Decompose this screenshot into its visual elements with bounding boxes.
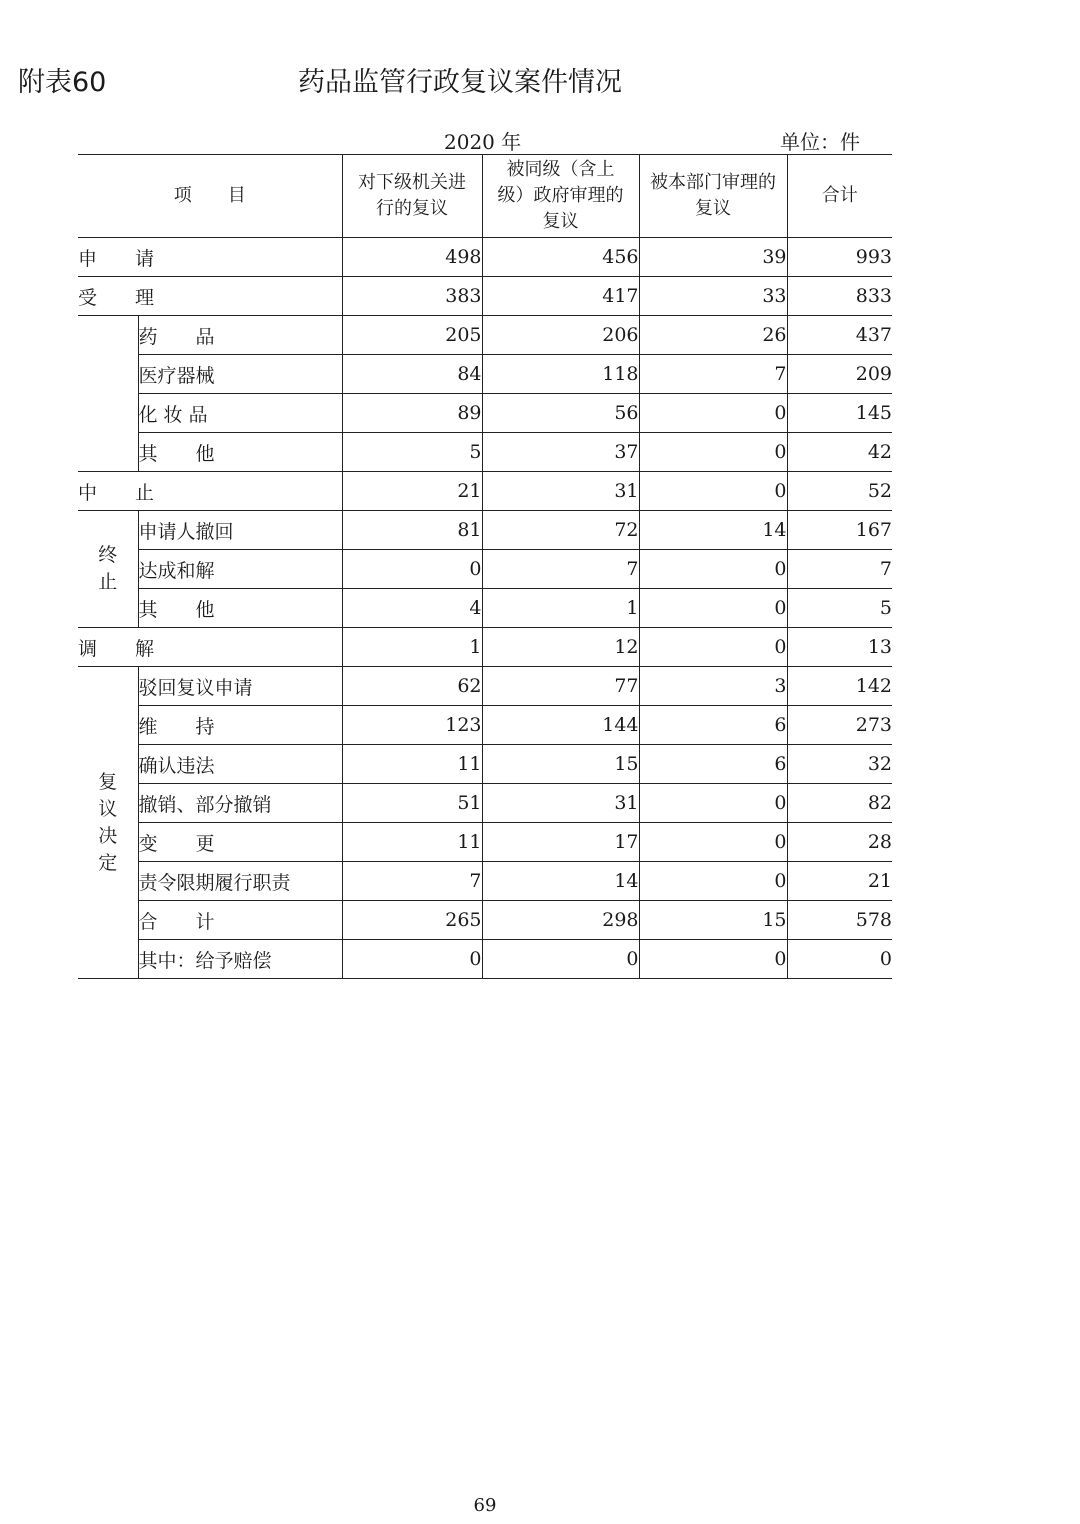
table-row <box>78 277 892 316</box>
row-label: 申 请 <box>78 238 342 277</box>
table-row <box>78 667 892 706</box>
row-label: 其 他 <box>138 433 342 472</box>
cell-value: 167 <box>787 511 892 550</box>
cell-value: 0 <box>342 550 482 589</box>
cell-value: 5 <box>787 589 892 628</box>
table-row <box>78 940 892 979</box>
cell-value: 0 <box>787 940 892 979</box>
row-label: 化 妆 品 <box>138 394 342 433</box>
cell-value: 37 <box>482 433 639 472</box>
cell-value: 0 <box>639 862 787 901</box>
table-row <box>78 433 892 472</box>
cell-value: 265 <box>342 901 482 940</box>
cell-value: 31 <box>482 472 639 511</box>
table-row <box>78 745 892 784</box>
table-row <box>78 550 892 589</box>
col-header-total: 合计 <box>787 155 892 238</box>
cell-value: 6 <box>639 706 787 745</box>
cell-value: 4 <box>342 589 482 628</box>
cell-value: 145 <box>787 394 892 433</box>
cell-value: 0 <box>639 472 787 511</box>
row-label: 其中：给予赔偿 <box>138 940 342 979</box>
cell-value: 0 <box>639 589 787 628</box>
cell-value: 51 <box>342 784 482 823</box>
table-row <box>78 394 892 433</box>
cell-value: 28 <box>787 823 892 862</box>
cell-value: 209 <box>787 355 892 394</box>
group-decision: 复议决定 <box>78 667 138 979</box>
cell-value: 118 <box>482 355 639 394</box>
cell-value: 3 <box>639 667 787 706</box>
cell-value: 5 <box>342 433 482 472</box>
cell-value: 993 <box>787 238 892 277</box>
cell-value: 42 <box>787 433 892 472</box>
col-header-government-review: 被同级（含上级）政府审理的复议 <box>482 155 639 238</box>
cell-value: 82 <box>787 784 892 823</box>
cell-value: 11 <box>342 823 482 862</box>
table-row <box>78 823 892 862</box>
unit-label: 单位：件 <box>780 130 860 154</box>
cell-value: 0 <box>639 433 787 472</box>
table-row <box>78 706 892 745</box>
cell-value: 123 <box>342 706 482 745</box>
cell-value: 298 <box>482 901 639 940</box>
cell-value: 72 <box>482 511 639 550</box>
cell-value: 0 <box>342 940 482 979</box>
cell-value: 383 <box>342 277 482 316</box>
cell-value: 52 <box>787 472 892 511</box>
cell-value: 7 <box>639 355 787 394</box>
row-label: 撤销、部分撤销 <box>138 784 342 823</box>
row-label: 受 理 <box>78 277 342 316</box>
cell-value: 89 <box>342 394 482 433</box>
row-label: 确认违法 <box>138 745 342 784</box>
cell-value: 12 <box>482 628 639 667</box>
row-label: 变 更 <box>138 823 342 862</box>
cell-value: 33 <box>639 277 787 316</box>
col-header-item: 项 目 <box>78 155 342 238</box>
group-termination: 终止 <box>78 511 138 628</box>
table-row <box>78 628 892 667</box>
cell-value: 0 <box>639 394 787 433</box>
page-title: 药品监管行政复议案件情况 <box>298 67 622 98</box>
row-label: 申请人撤回 <box>138 511 342 550</box>
cell-value: 17 <box>482 823 639 862</box>
table-row <box>78 862 892 901</box>
cell-value: 14 <box>639 511 787 550</box>
cell-value: 62 <box>342 667 482 706</box>
cell-value: 26 <box>639 316 787 355</box>
row-label: 合 计 <box>138 901 342 940</box>
cell-value: 15 <box>639 901 787 940</box>
cell-value: 1 <box>342 628 482 667</box>
table-number: 附表60 <box>18 67 107 98</box>
table-row <box>78 511 892 550</box>
cell-value: 6 <box>639 745 787 784</box>
col-header-own-review: 被本部门审理的复议 <box>639 155 787 238</box>
cell-value: 144 <box>482 706 639 745</box>
table-row <box>78 238 892 277</box>
cell-value: 417 <box>482 277 639 316</box>
cell-value: 0 <box>639 628 787 667</box>
cell-value: 7 <box>342 862 482 901</box>
table-header-row <box>78 155 892 238</box>
cell-value: 0 <box>639 550 787 589</box>
cell-value: 81 <box>342 511 482 550</box>
cell-value: 456 <box>482 238 639 277</box>
cell-value: 437 <box>787 316 892 355</box>
cell-value: 0 <box>639 940 787 979</box>
cases-table <box>78 154 892 979</box>
table-row <box>78 784 892 823</box>
year-label: 2020 年 <box>444 130 522 154</box>
table-row <box>78 316 892 355</box>
row-label: 维 持 <box>138 706 342 745</box>
cell-value: 7 <box>482 550 639 589</box>
cell-value: 21 <box>787 862 892 901</box>
row-label: 责令限期履行职责 <box>138 862 342 901</box>
table-row <box>78 472 892 511</box>
cell-value: 206 <box>482 316 639 355</box>
cell-value: 0 <box>482 940 639 979</box>
cell-value: 84 <box>342 355 482 394</box>
cell-value: 14 <box>482 862 639 901</box>
row-label: 中 止 <box>78 472 342 511</box>
cell-value: 15 <box>482 745 639 784</box>
cell-value: 32 <box>787 745 892 784</box>
table-row <box>78 589 892 628</box>
row-label: 达成和解 <box>138 550 342 589</box>
cell-value: 833 <box>787 277 892 316</box>
group-accepted-blank <box>78 316 138 472</box>
cell-value: 142 <box>787 667 892 706</box>
cell-value: 11 <box>342 745 482 784</box>
row-label: 调 解 <box>78 628 342 667</box>
cell-value: 56 <box>482 394 639 433</box>
row-label: 驳回复议申请 <box>138 667 342 706</box>
row-label: 其 他 <box>138 589 342 628</box>
cell-value: 0 <box>639 784 787 823</box>
cell-value: 39 <box>639 238 787 277</box>
cell-value: 205 <box>342 316 482 355</box>
page-number: 69 <box>473 1495 497 1516</box>
cell-value: 7 <box>787 550 892 589</box>
cell-value: 21 <box>342 472 482 511</box>
cell-value: 0 <box>639 823 787 862</box>
cell-value: 31 <box>482 784 639 823</box>
cell-value: 13 <box>787 628 892 667</box>
cell-value: 498 <box>342 238 482 277</box>
col-header-lower-review: 对下级机关进行的复议 <box>342 155 482 238</box>
cell-value: 1 <box>482 589 639 628</box>
row-label: 药 品 <box>138 316 342 355</box>
row-label: 医疗器械 <box>138 355 342 394</box>
cell-value: 77 <box>482 667 639 706</box>
table-row <box>78 901 892 940</box>
table-row <box>78 355 892 394</box>
cell-value: 273 <box>787 706 892 745</box>
cell-value: 578 <box>787 901 892 940</box>
